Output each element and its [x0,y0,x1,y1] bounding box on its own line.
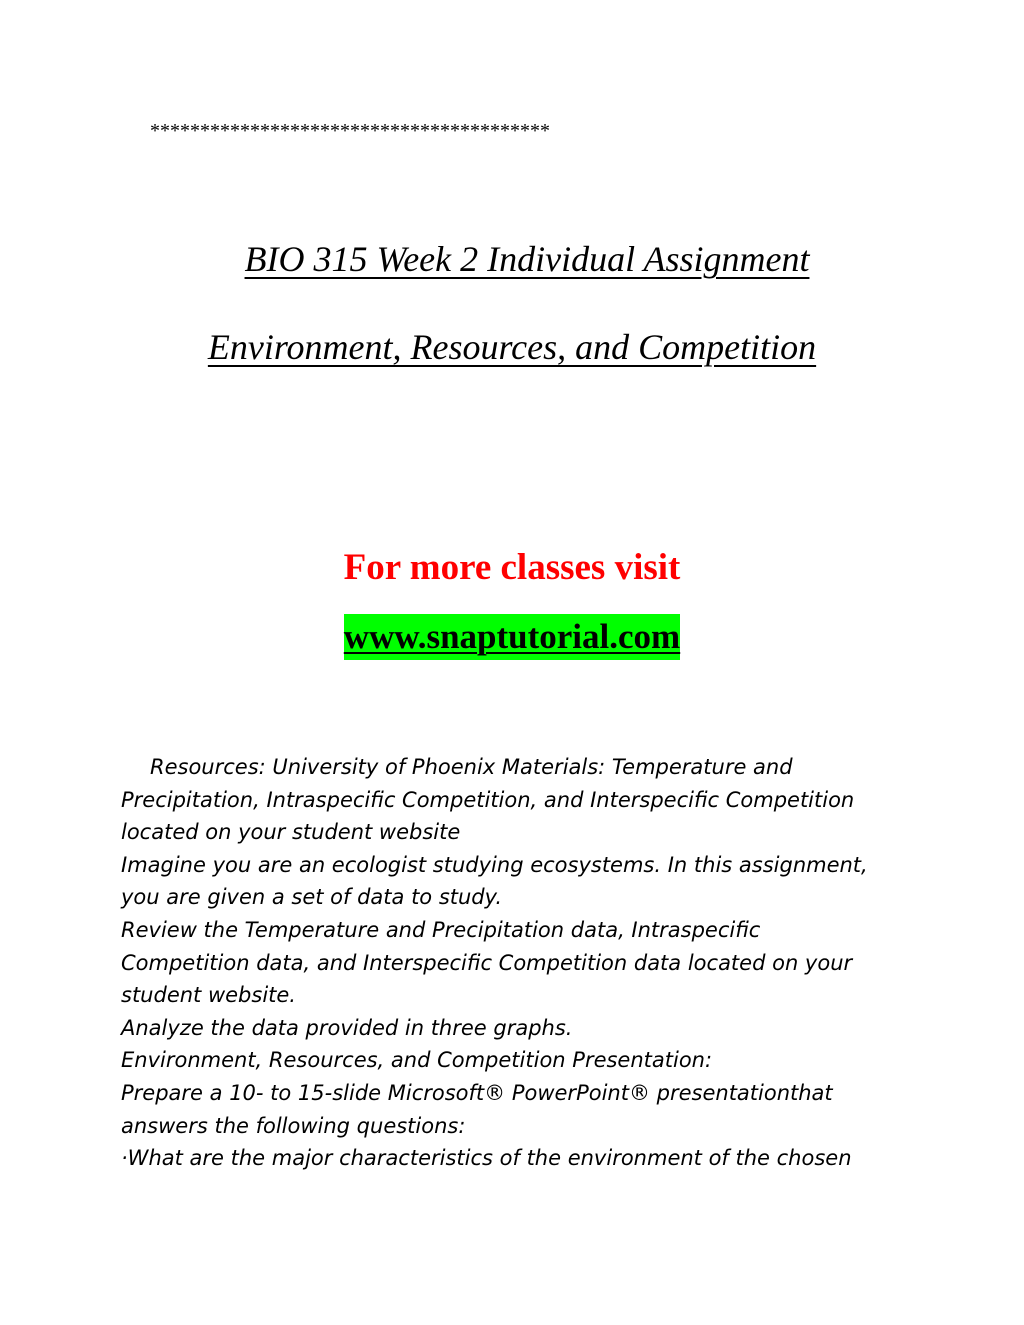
body-line: answers the following questions: [121,1113,466,1138]
body-line: Precipitation, Intraspecific Competition, and Interspecific Competition [121,787,855,812]
body-line: Competition data, and Interspecific Competition data located on your [121,950,853,975]
assignment-body [121,751,891,1175]
body-line: located on your student website [121,820,461,845]
asterisk-separator: **************************************** [150,120,550,142]
body-line: student website. [121,983,296,1008]
body-line: Resources: University of Phoenix Materials: Temperature and [150,755,793,779]
body-line: ·What are the major characteristics of the environment of the chosen [121,1146,852,1171]
body-line: Analyze the data provided in three graphs. [121,1015,573,1040]
assignment-subtitle: Environment, Resources, and Competition [207,327,817,367]
assignment-title: BIO 315 Week 2 Individual Assignment [244,239,810,279]
body-line: Imagine you are an ecologist studying ecosystems. In this assignment, [121,852,868,877]
body-line: Environment, Resources, and Competition Presentation: [121,1048,713,1073]
body-line: Prepare a 10- to 15-slide Microsoft® PowerPoint® presentationthat [121,1080,833,1105]
body-line: Review the Temperature and Precipitation data, Intraspecific [121,917,761,942]
promo-link-container [0,614,1024,660]
promo-text: For more classes visit [343,547,681,588]
snaptutorial-link[interactable]: www.snaptutorial.com [344,614,680,660]
body-line: you are given a set of data to study. [121,885,503,910]
